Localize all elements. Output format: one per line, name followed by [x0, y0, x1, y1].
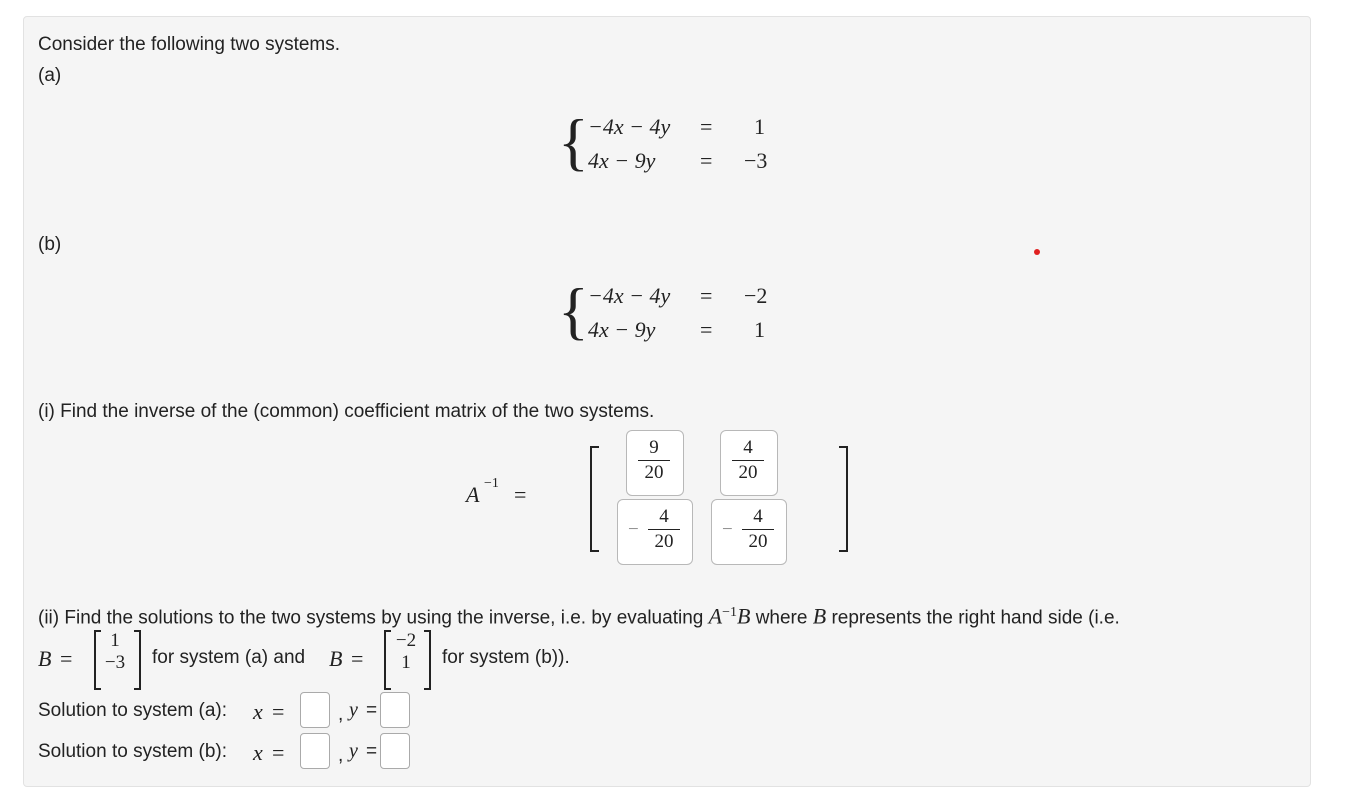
vec-a-left-bracket	[94, 630, 101, 690]
question-ii-math-b2: B	[812, 603, 827, 629]
solution-b-y-var: y	[349, 740, 358, 762]
system-a-row2-lhs: 4x − 9y	[588, 148, 656, 173]
inverse-sup: −1	[484, 476, 499, 491]
inverse-entry-12-den: 20	[738, 462, 758, 483]
cursor-dot	[1034, 249, 1040, 255]
system-b-brace: {	[558, 275, 589, 346]
solution-a-y-var: y	[349, 699, 358, 721]
system-b-row2-lhs: 4x − 9y	[588, 317, 656, 342]
frac-bar	[648, 529, 680, 530]
inverse-entry-12-num: 4	[743, 437, 753, 458]
system-b-row1-eq: =	[700, 283, 713, 308]
system-a-row1-lhs: −4x − 4y	[588, 114, 671, 139]
system-a-row2-rhs: −3	[744, 148, 768, 173]
question-ii-math-b: B	[736, 603, 751, 629]
inverse-entry-11-den: 20	[644, 462, 664, 483]
solution-b-x-input[interactable]	[300, 733, 330, 769]
vec-b-bottom: 1	[401, 652, 411, 673]
vec-a	[104, 630, 126, 674]
solution-a-y-eq: =	[366, 700, 378, 721]
system-b-row1-lhs: −4x − 4y	[588, 283, 671, 308]
frac-bar	[732, 460, 764, 461]
matrix-left-bracket	[590, 446, 599, 552]
part-a-label: (a)	[38, 65, 62, 86]
solution-a-eq: =	[272, 699, 285, 724]
solution-a-x-input[interactable]	[300, 692, 330, 728]
inverse-label: A	[466, 482, 480, 507]
solution-b-y-input[interactable]	[380, 733, 410, 769]
solution-b-y-eq: =	[366, 741, 378, 762]
b-eq-b: =	[351, 646, 364, 671]
inverse-entry-11-num: 9	[649, 437, 659, 458]
part-b-label: (b)	[38, 234, 62, 255]
solution-b-label: Solution to system (b):	[38, 741, 228, 762]
question-ii-text2: where	[755, 607, 808, 629]
vec-b-right-bracket	[424, 630, 431, 690]
inverse-entry-12-frac	[728, 437, 768, 484]
inverse-entry-21-sign: −	[628, 519, 639, 540]
solution-b-x-var: x	[253, 740, 263, 765]
inverse-eq: =	[514, 482, 527, 507]
b-eq-a: =	[60, 646, 73, 671]
solution-a-label: Solution to system (a):	[38, 700, 228, 721]
vec-a-bottom: −3	[104, 652, 126, 673]
inverse-entry-22-num: 4	[753, 506, 763, 527]
vec-b-left-bracket	[384, 630, 391, 690]
frac-bar	[742, 529, 774, 530]
solution-b-eq: =	[272, 740, 285, 765]
system-b-row2-rhs: 1	[754, 317, 765, 342]
matrix-right-bracket	[839, 446, 848, 552]
system-a-row2-eq: =	[700, 148, 713, 173]
inverse-entry-21-num: 4	[659, 506, 669, 527]
inverse-entry-21-den: 20	[654, 531, 674, 552]
inverse-entry-22-frac	[738, 506, 778, 553]
inverse-entry-22-den: 20	[748, 531, 768, 552]
frac-bar	[638, 460, 670, 461]
solution-a-x-var: x	[253, 699, 263, 724]
intro-text: Consider the following two systems.	[38, 34, 341, 55]
system-a-row1-rhs: 1	[754, 114, 765, 139]
b-label-a: B	[38, 646, 52, 671]
solution-a-sep: ,	[338, 704, 344, 725]
inverse-entry-11-frac	[634, 437, 674, 484]
inverse-entry-22-sign: −	[722, 519, 733, 540]
question-i-text: (i) Find the inverse of the (common) coefficient matrix of the two systems.	[38, 401, 655, 422]
b-end-text: for system (b)).	[442, 647, 570, 668]
system-a-brace: {	[558, 106, 589, 177]
vec-b	[395, 630, 417, 674]
system-a-row1-eq: =	[700, 114, 713, 139]
system-b-row2-eq: =	[700, 317, 713, 342]
question-ii-math-a: A	[708, 603, 723, 629]
question-ii-math-sup: −1	[722, 605, 737, 620]
system-b-row1-rhs: −2	[744, 283, 768, 308]
question-ii-text1: (ii) Find the solutions to the two systems by using the inverse, i.e. by evaluating	[38, 607, 704, 629]
b-mid-text: for system (a) and	[152, 647, 306, 668]
vec-b-top: −2	[395, 630, 417, 651]
solution-a-y-input[interactable]	[380, 692, 410, 728]
question-ii-line	[38, 602, 1120, 629]
b-label-b: B	[329, 646, 343, 671]
vec-a-top: 1	[110, 630, 120, 651]
solution-b-sep: ,	[338, 745, 344, 766]
inverse-entry-21-frac	[644, 506, 684, 553]
vec-a-right-bracket	[134, 630, 141, 690]
question-ii-text3: represents the right hand side (i.e.	[831, 607, 1120, 629]
